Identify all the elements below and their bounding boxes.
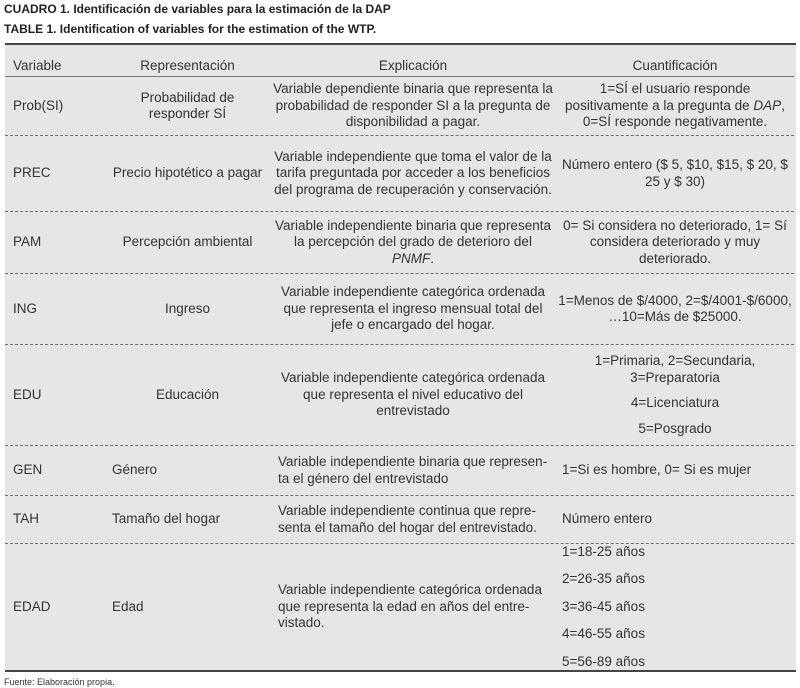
cell-cuantificacion: 0= Si considera no deteriorado, 1= Sí considera deteriorado y muy deteriorado. — [563, 217, 787, 266]
table-row — [5, 544, 794, 670]
cell-representacion: Percepción ambiental — [122, 234, 253, 250]
header-cuantificacion: Cuantificación — [632, 58, 718, 74]
cell-explicacion: Variable dependiente binaria que representa la probabilidad de responder SI a la pregunta de disponibilidad a pagar. — [273, 81, 553, 130]
cell-explicacion: Variable independiente que toma el valor de la tarifa preguntada por acceder a los beneficios del programa de recuperación y conservación. — [274, 148, 552, 197]
header-variable: Variable — [13, 58, 62, 74]
expl-text-b: . — [430, 250, 434, 266]
expl-italic-pnmf: PNMF — [391, 250, 431, 266]
cell-representacion: Tamaño del hogar — [112, 511, 221, 527]
expl-text-a: Variable independiente binaria que representa la percepción del grado de deterioro del — [275, 217, 551, 250]
cell-cuantificacion: 1=Menos de $/4000, 2=$/4001-$/6000, …10=Más de $25000. — [558, 292, 792, 324]
cell-cuantificacion: 1=Si es hombre, 0= Si es mujer — [562, 462, 752, 478]
cell-representacion: Probabilidad de responder SÍ — [140, 89, 235, 121]
cell-representacion: Género — [112, 462, 158, 478]
table-row — [5, 274, 794, 345]
cell-explicacion: Variable independiente continua que repre-senta el tamaño del hogar del entrevistado. — [278, 503, 537, 535]
cuant-line: 5=Posgrado — [638, 420, 712, 436]
cuant-line: 3=36-45 años — [562, 598, 645, 614]
variables-table — [5, 43, 796, 672]
cell-variable: EDU — [13, 386, 42, 402]
cuant-line: 4=Licenciatura — [630, 395, 720, 410]
table-header-row — [5, 57, 794, 77]
table-row — [5, 345, 794, 446]
table-row — [5, 446, 794, 496]
source-footnote: Fuente: Elaboración propia. — [4, 677, 115, 687]
cuant-line: 2=26-35 años — [562, 571, 645, 587]
cell-representacion: Precio hipotético a pagar — [112, 165, 263, 181]
cell-variable: EDAD — [13, 598, 51, 614]
cell-variable: TAH — [13, 511, 39, 527]
cuant-line: 1=18-25 años — [562, 543, 645, 559]
cuant-line: 4=46-55 años — [562, 626, 645, 642]
table-row — [5, 496, 794, 544]
cell-variable: GEN — [13, 462, 43, 478]
cell-variable: ING — [13, 300, 38, 316]
cell-cuantificacion — [558, 77, 792, 135]
table-row — [5, 212, 794, 274]
cell-cuantificacion — [558, 345, 792, 445]
cuant-text-b: , 0=SÍ responde negativamente. — [582, 97, 785, 130]
cell-cuantificacion — [562, 544, 796, 670]
cell-representacion: Educación — [155, 386, 220, 402]
cell-explicacion: Variable independiente categórica ordenada que representa el ingreso mensual total del jefe o encargado del hogar. — [281, 284, 545, 333]
cell-variable: PREC — [13, 165, 51, 181]
cuant-text-a: 1=SÍ el usuario responde positivamente a la pregunta de — [565, 81, 754, 113]
cuant-italic-dap: DAP — [753, 97, 782, 113]
table-title-english: TABLE 1. Identification of variables for the estimation of the WTP. — [4, 22, 377, 36]
cell-explicacion: Variable independiente binaria que represen-ta el género del entrevistado — [278, 454, 548, 486]
cuant-line: 5=56-89 años — [562, 653, 645, 669]
cell-representacion: Edad — [112, 598, 144, 614]
cell-explicacion: Variable independiente categórica ordenada que representa el nivel educativo del entrevistado — [281, 370, 545, 419]
cell-explicacion — [273, 212, 553, 273]
header-explicacion: Explicación — [378, 58, 448, 74]
cell-variable: PAM — [13, 234, 42, 250]
header-representacion: Representación — [140, 58, 235, 74]
cell-cuantificacion: Número entero ($ 5, $10, $15, $ 20, $ 25 y $ 30) — [562, 157, 788, 189]
cell-variable: Prob(SI) — [13, 97, 64, 113]
table-row — [5, 136, 794, 212]
cell-representacion: Ingreso — [164, 300, 211, 316]
table-row — [5, 77, 794, 136]
table-title-spanish: CUADRO 1. Identificación de variables para la estimación de la DAP — [4, 2, 391, 16]
cell-cuantificacion: Número entero — [562, 511, 653, 527]
cuant-line: 1=Primaria, 2=Secundaria, 3=Preparatoria — [594, 353, 756, 385]
cell-explicacion: Variable independiente categórica ordenada que representa la edad en años del entre-vistado. — [278, 582, 542, 631]
